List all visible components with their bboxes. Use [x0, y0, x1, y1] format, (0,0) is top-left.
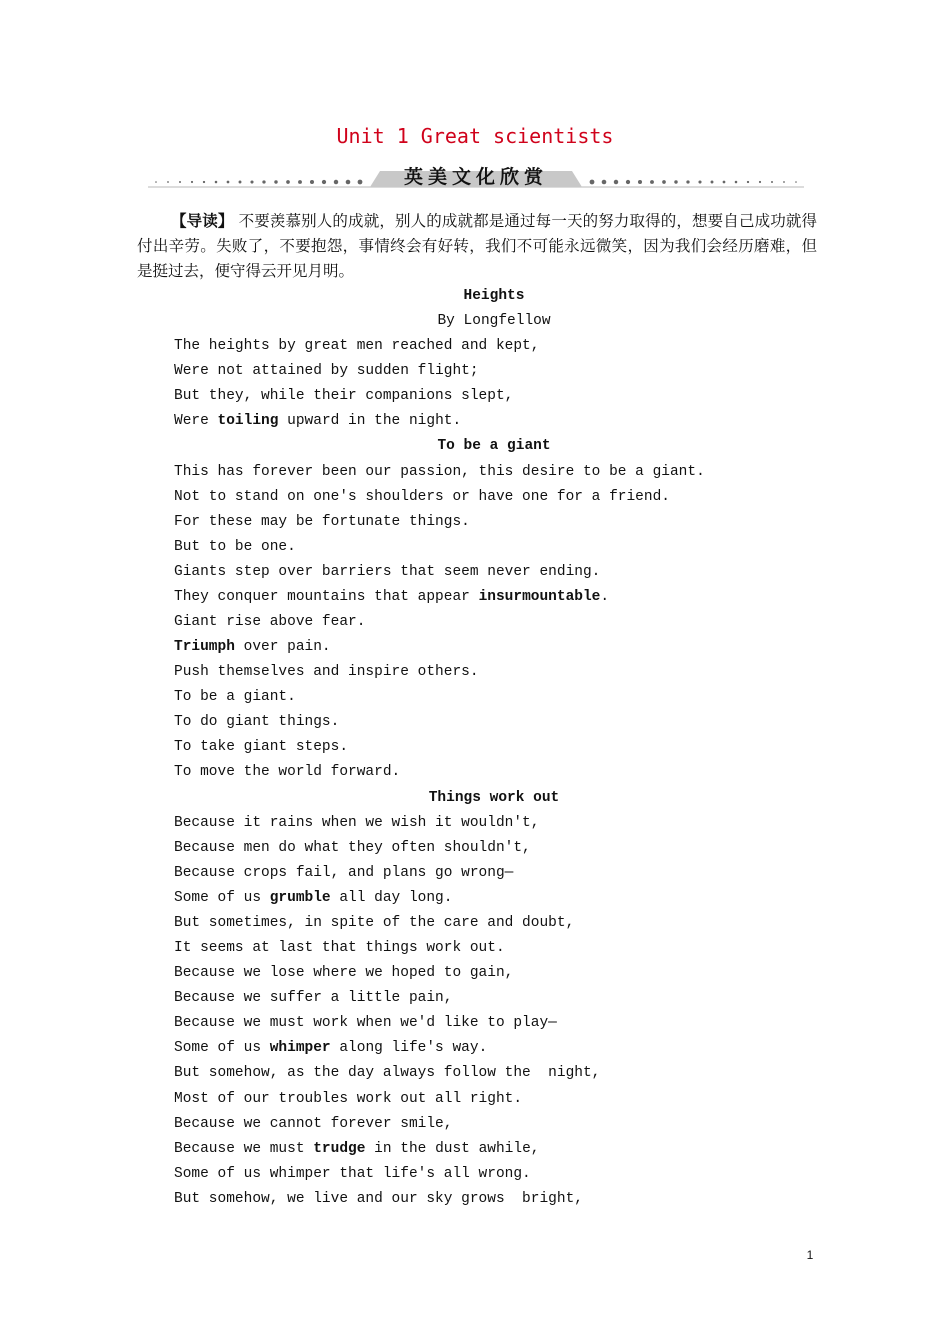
poem-line: Because it rains when we wish it wouldn't, — [174, 814, 540, 831]
banner-label: 英美文化欣赏 — [403, 166, 548, 188]
vocab-highlight: insurmountable — [478, 588, 601, 605]
poem-line: But to be one. — [174, 538, 296, 555]
poem-line: But somehow, as the day always follow the night, — [174, 1065, 601, 1082]
page-number: 1 — [806, 1248, 814, 1262]
poem-line: Because we suffer a little pain, — [174, 990, 453, 1007]
line-text: Because we must — [174, 1140, 314, 1157]
line-text: along life's way. — [330, 1040, 488, 1057]
line-text: over pain. — [234, 639, 331, 656]
poem-line: Because we lose where we hoped to gain, — [174, 965, 514, 982]
poem-line: To move the world forward. — [174, 764, 401, 781]
poem-author: By Longfellow — [437, 313, 551, 330]
dotted-rule-right — [590, 180, 797, 185]
line-text: Were — [174, 413, 218, 430]
vocab-highlight: trudge — [313, 1140, 366, 1157]
poem-line: Most of our troubles work out all right. — [174, 1090, 523, 1107]
line-text: upward in the night. — [278, 413, 462, 430]
vocab-highlight: Triumph — [174, 639, 235, 656]
intro-paragraph — [137, 208, 817, 284]
poem-line: The heights by great men reached and kept, — [174, 338, 540, 355]
unit-title: Unit 1 Great scientists — [336, 124, 614, 148]
poem-title: To be a giant — [437, 438, 551, 455]
poem-line: For these may be fortunate things. — [174, 513, 470, 530]
line-text: . — [600, 588, 610, 605]
poem-line: Not to stand on one's shoulders or have one for a friend. — [174, 488, 670, 505]
intro-text: 不要羡慕别人的成就，别人的成就都是通过每一天的努力取得的，想要自己成功就得付出辛劳。失败了，不要抱怨，事情终会有好转，我们不可能永远微笑，因为我们会经历磨难，但是挺过去，便守得云开见月明。 — [137, 212, 817, 280]
line-text: in the dust awhile, — [365, 1140, 540, 1157]
vocab-highlight: grumble — [269, 889, 331, 906]
poem-line — [174, 635, 834, 660]
poem-line: Because crops fail, and plans go wrong— — [174, 864, 514, 881]
poem-title: Heights — [463, 288, 525, 304]
poem-line: Because we must work when we'd like to play— — [174, 1015, 557, 1032]
dotted-rule-left — [155, 180, 362, 185]
poem-title: Things work out — [428, 789, 560, 806]
section-banner — [148, 166, 804, 192]
vocab-highlight: whimper — [269, 1040, 331, 1057]
poem-line — [174, 1137, 834, 1162]
line-text: Some of us — [174, 1040, 270, 1057]
poem-line: It seems at last that things work out. — [174, 940, 505, 957]
intro-tag: 【导读】 — [171, 211, 234, 230]
poem-line: But somehow, we live and our sky grows bright, — [174, 1190, 583, 1207]
poem-line: Were not attained by sudden flight; — [174, 363, 479, 380]
poem-line: Giant rise above fear. — [174, 614, 366, 631]
poem-line: Giants step over barriers that seem never ending. — [174, 563, 601, 580]
poem-line — [174, 585, 834, 610]
poem-line: Because men do what they often shouldn't, — [174, 839, 531, 856]
poem-line — [174, 1036, 834, 1061]
poem-line: Because we cannot forever smile, — [174, 1115, 453, 1132]
line-text: all day long. — [330, 889, 453, 906]
poem-line: This has forever been our passion, this desire to be a giant. — [174, 463, 705, 480]
poem-line: But they, while their companions slept, — [174, 388, 514, 405]
poem-line: Push themselves and inspire others. — [174, 664, 479, 681]
poem-line: Some of us whimper that life's all wrong. — [174, 1165, 531, 1182]
poem-line: To do giant things. — [174, 714, 340, 731]
vocab-highlight: toiling — [217, 413, 279, 430]
poem-line — [174, 409, 834, 434]
line-text: They conquer mountains that appear — [174, 588, 479, 605]
line-text: Some of us — [174, 889, 270, 906]
poem-line: To be a giant. — [174, 689, 296, 706]
poem-line: But sometimes, in spite of the care and doubt, — [174, 914, 575, 931]
poem-area — [174, 284, 834, 1212]
poem-line — [174, 886, 834, 911]
poem-line: To take giant steps. — [174, 739, 349, 756]
